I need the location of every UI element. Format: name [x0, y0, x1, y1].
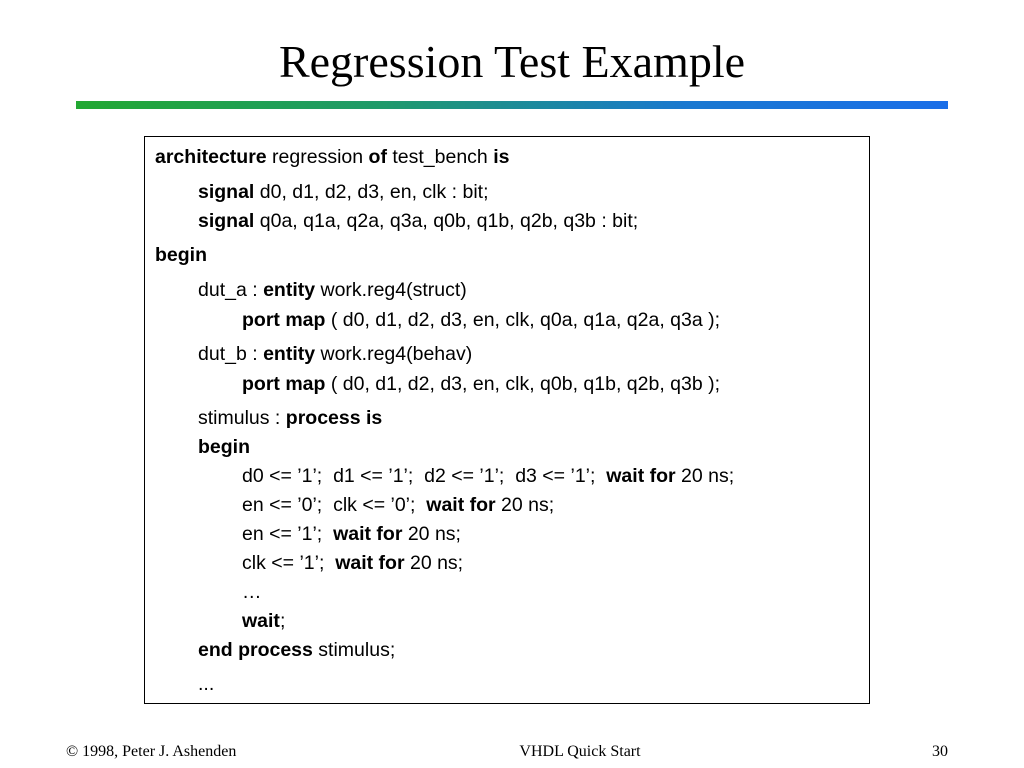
code-text: 20 ns; [675, 465, 735, 487]
code-keyword: wait for [333, 523, 403, 545]
code-keyword: entity [263, 343, 316, 365]
code-keyword: signal [198, 181, 255, 203]
code-text: dut_a : [198, 279, 264, 301]
footer-page-number: 30 [932, 743, 948, 760]
code-text: dut_b : [198, 343, 264, 365]
code-keyword: begin [155, 244, 207, 266]
code-text: ( d0, d1, d2, d3, en, clk, q0a, q1a, q2a, q3a ); [325, 309, 721, 331]
footer-course-title: VHDL Quick Start [519, 743, 641, 760]
code-line [242, 522, 461, 546]
code-text: d0, d1, d2, d3, en, clk : bit; [254, 181, 489, 203]
code-keyword: begin [198, 436, 250, 458]
code-keyword: entity [263, 279, 316, 301]
code-line [198, 672, 214, 696]
code-text: d0 <= ’1’; d1 <= ’1’; d2 <= ’1’; d3 <= ’1’; [242, 465, 607, 487]
code-text: 20 ns; [495, 494, 555, 516]
code-line [242, 372, 720, 396]
code-text: 20 ns; [404, 552, 464, 574]
code-keyword: is [493, 146, 510, 168]
code-keyword: architecture [155, 146, 267, 168]
slide-title: Regression Test Example [278, 36, 746, 87]
code-keyword: of [368, 146, 387, 168]
code-line [242, 580, 262, 604]
code-text: en <= ’1’; [242, 523, 334, 545]
code-text: en <= ’0’; clk <= ’0’; [242, 494, 427, 516]
code-text: clk <= ’1’; [242, 552, 336, 574]
code-line [242, 609, 285, 633]
code-keyword: port map [242, 309, 326, 331]
code-line [242, 551, 463, 575]
code-keyword: wait [242, 610, 280, 632]
code-line [198, 278, 467, 302]
code-keyword: process is [285, 407, 383, 429]
code-line [198, 180, 489, 204]
title-divider [76, 101, 948, 109]
code-text: ; [279, 610, 286, 632]
code-text: work.reg4(behav) [315, 343, 473, 365]
code-line [198, 435, 250, 459]
code-line [242, 493, 554, 517]
code-text: regression [266, 146, 369, 168]
code-text: 20 ns; [402, 523, 461, 545]
code-line [198, 342, 472, 366]
code-text: q0a, q1a, q2a, q3a, q0b, q1b, q2b, q3b : bit; [254, 210, 639, 232]
code-text: work.reg4(struct) [315, 279, 467, 301]
code-line [198, 209, 638, 233]
code-line [198, 638, 395, 662]
code-text: ... [198, 673, 215, 695]
code-keyword: wait for [426, 494, 496, 516]
code-text: … [242, 581, 262, 603]
code-text: test_bench [386, 146, 494, 168]
code-line [155, 145, 509, 169]
code-text: ( d0, d1, d2, d3, en, clk, q0b, q1b, q2b, q3b ); [325, 373, 721, 395]
code-keyword: end process [198, 639, 313, 661]
code-line [155, 243, 207, 267]
code-line [198, 406, 382, 430]
code-line [242, 308, 720, 332]
code-keyword: wait for [606, 465, 676, 487]
code-line [242, 464, 734, 488]
code-keyword: signal [198, 210, 255, 232]
code-keyword: port map [242, 373, 326, 395]
code-text: stimulus; [312, 639, 396, 661]
code-text: stimulus : [198, 407, 286, 429]
footer-copyright: © 1998, Peter J. Ashenden [66, 743, 237, 760]
code-keyword: wait for [335, 552, 405, 574]
